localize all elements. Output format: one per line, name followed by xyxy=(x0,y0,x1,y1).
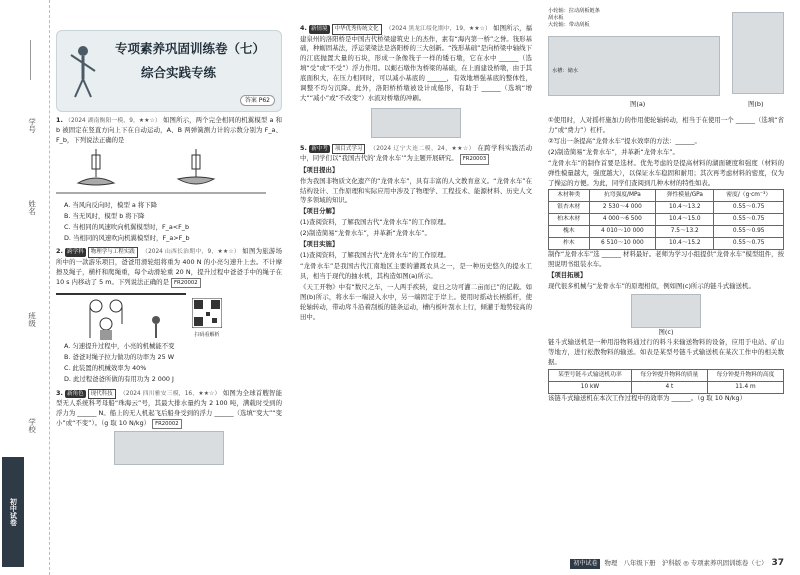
table-cell: 2 530～4 000 xyxy=(589,202,656,214)
section-text: (2)制造简易“龙骨水车”，并革新“龙骨水车”。 xyxy=(300,229,431,238)
question-number: 2. xyxy=(56,247,63,256)
tag-badge: 跨学科 xyxy=(67,249,84,256)
ship-photo xyxy=(114,431,224,465)
table-row xyxy=(549,202,784,214)
wood-table xyxy=(548,189,784,250)
waterwheel-figures xyxy=(548,8,784,116)
question-number: 1. xyxy=(56,116,63,124)
question-part: 该链斗式输送机在本次工作过程中的效率为 ______。（g 取 10 N/kg） xyxy=(548,393,746,402)
page-number: 37 xyxy=(771,558,784,569)
binding-line xyxy=(30,40,31,80)
resource-code: FR20003 xyxy=(460,154,490,164)
table-cell: 银杏木材 xyxy=(549,202,590,214)
table-header: 抗弯强度/MPa xyxy=(589,190,656,202)
section-heading: 【项目拓展】 xyxy=(548,271,587,280)
table-cell: 0.55～0.75 xyxy=(714,238,784,250)
table-cell: 槐木 xyxy=(549,226,590,238)
question-stem: 在跨学科实践活动中，同学们以“我国古代的‘龙骨水车’”为主题开展研究。 xyxy=(300,143,532,163)
page-footer xyxy=(570,557,784,571)
question-source: （2024 黑龙江绥化期中，19，★★☆） xyxy=(385,26,491,32)
question-stem: 如图为旅游场所中的一款游乐项目，爸爸用滑轮组将重为 400 N 的小亮匀速升上去。不计摩擦及绳子，横杆和爬绳重，每个动滑轮重 20 N，提升过程中爸爸手中的绳子在 10 s 内移动了 5 m。下列说法正确的是 xyxy=(56,247,282,286)
section-text: 《天工开物》中有“数尺之车，一人两手疾转，竟日之功可灌二亩而已”的记载。如图(b)所示，将水车一端浸入水中，另一端固定于岸上。使用时摇动长柄摇杆，使轮轴转动，带动戽斗沿着刮板的链条运动，槽内板叶刮水上行，倾灌于地势较高的田中。 xyxy=(300,282,532,321)
qr-label: 扫码看解析 xyxy=(194,332,220,339)
table-cell: 11.4 m xyxy=(707,381,783,393)
question-part: ②写出一条提高“龙骨水车”提水效率的方法：______。 xyxy=(548,136,701,145)
table-header: 密度/（g·cm⁻³） xyxy=(714,190,784,202)
table-header: 某型号链斗式输送机功率 xyxy=(549,369,632,381)
figure-b-caption: 图(b) xyxy=(748,100,764,108)
section-text: (1)查阅资料，了解我国古代“龙骨水车”的工作原理。 xyxy=(300,251,450,260)
table-cell: 4 t xyxy=(631,381,707,393)
table-cell: 7.5～13.2 xyxy=(656,226,714,238)
table-cell: 10.4～15.0 xyxy=(656,214,714,226)
fig-label: 小轮轴：拉动刮板链条 xyxy=(548,8,600,14)
question-number: 4. xyxy=(300,24,307,32)
footer-text: 物理 八年级下册 沪科版 ◎ 专项素养巩固训练卷（七） xyxy=(604,559,768,568)
question-2 xyxy=(56,247,282,384)
resource-code: FR20002 xyxy=(171,278,201,288)
table-header: 弹性模量/GPa xyxy=(656,190,714,202)
table-cell: 柞木 xyxy=(549,238,590,250)
section-text: 链斗式输送机是一种用沿物料通过行的料斗来输送物料的设备，应用于电站、矿山等地方，进行松散物料的输送。如表是某型号链斗式输送机在某次工作中的相关数据。 xyxy=(548,337,784,366)
question-source: （2024 四川雅安三模，16，★★☆） xyxy=(119,390,221,397)
column-2 xyxy=(300,8,532,324)
section-heading: 【项目提出】 xyxy=(300,165,339,174)
figure-c-photo xyxy=(631,294,701,328)
brand-strip: 初中试卷 xyxy=(2,457,24,567)
section-heading: 【项目分解】 xyxy=(300,207,339,216)
question-number: 3. xyxy=(56,388,63,397)
option-c[interactable]: C. 此装置的机械效率为 40% xyxy=(64,363,147,372)
option-c[interactable]: C. 当相同的风速吹向机翼模型时，F_a<F_b xyxy=(64,222,190,231)
resource-code: FR20002 xyxy=(152,419,182,429)
table-header: 木材种类 xyxy=(549,190,590,202)
tag-badge: 新中考 xyxy=(311,145,328,152)
table-cell: 10.4～15.2 xyxy=(656,238,714,250)
option-d[interactable]: D. 当相同的风速吹向机翼模型时，F_a>F_b xyxy=(64,233,190,242)
figure-b-photo xyxy=(732,12,784,94)
answer-reference: 答案 P62 xyxy=(240,95,275,106)
tag-badge: 新情境 xyxy=(311,26,328,32)
option-d[interactable]: D. 此过程爸爸所做的有用功为 2 000 J xyxy=(64,374,174,383)
table-cell: 4 000～6 500 xyxy=(589,214,656,226)
figure-c-caption: 图(c) xyxy=(658,328,674,337)
question-4 xyxy=(300,24,532,138)
column-1 xyxy=(56,8,282,465)
question-stem: 如图为全球首艘智能型无人系统科考母船“珠海云”号，其最大排水量约为 2 100 吨，满载时受到的浮力为 ______ N。船上的无人机起飞后船身受到的浮力 ______（选填“变大”“变小”或“不变”）。（g 取 10 N/kg） xyxy=(56,388,282,428)
binding-label-school: 学号 xyxy=(27,118,37,133)
bridge-photo xyxy=(371,108,461,138)
table-cell: 6 510～10 000 xyxy=(589,238,656,250)
climber-illustration-icon xyxy=(63,41,103,103)
page-title: 专项素养巩固训练卷（七） xyxy=(115,41,266,56)
question-source: （2024 山西长治期中，9，★★☆） xyxy=(142,249,240,256)
binding-label-school2: 学校 xyxy=(27,418,37,433)
tag-badge: 新角色 xyxy=(67,390,84,397)
figure-a-caption: 图(a) xyxy=(630,100,646,108)
question-5 xyxy=(300,144,532,323)
table-cell: 0.55～0.75 xyxy=(714,202,784,214)
title-banner xyxy=(56,30,282,112)
conveyor-table xyxy=(548,369,784,394)
table-row xyxy=(549,214,784,226)
tag-category: 项目式学习 xyxy=(332,144,366,155)
fig-label: 大轮轴：带动刮板 xyxy=(548,21,590,28)
table-row xyxy=(549,381,784,393)
table-cell: 10.4～13.2 xyxy=(656,202,714,214)
pulley-diagram xyxy=(56,290,186,340)
tag-category: 现代科技 xyxy=(88,389,116,400)
table-cell: 柏木木材 xyxy=(549,214,590,226)
fig-label: 刮水板 xyxy=(548,14,564,21)
section-text: 现代很多机械与“龙骨水车”的原理相似，例如图(c)所示的链斗式输送机。 xyxy=(548,282,755,291)
table-row xyxy=(549,226,784,238)
option-a[interactable]: A. 匀速提升过程中，小亮的机械能不变 xyxy=(64,342,175,350)
question-3 xyxy=(56,389,282,466)
table-cell: 10 kW xyxy=(549,381,632,393)
section-heading: 【项目实施】 xyxy=(300,240,339,249)
table-row xyxy=(549,238,784,250)
section-text: (2)制造简易“龙骨水车”，并革新“龙骨水车”。 xyxy=(548,147,679,156)
table-cell: 4 010～10 000 xyxy=(589,226,656,238)
section-text: 作为我国非物质文化遗产的“龙骨水车”，具有丰富的人文教育意义。“龙骨水车”在结构设计、工作原理和实际应用中涉及了物理学、工程技术、能源材料、历史人文等多领域的知识。 xyxy=(300,176,532,205)
wing-model-diagram xyxy=(56,147,266,197)
section-text: “龙骨水车”是我国古代江南地区主要的灌溉农具之一，是一种历史悠久的提水工具，相当于现代的抽水机，其构造如图(a)所示。 xyxy=(300,261,532,280)
option-b[interactable]: B. 爸爸对绳子拉力做功的功率为 25 W xyxy=(64,352,175,361)
question-source: （2024 湖南衡阳一模，9，★★☆） xyxy=(65,118,161,124)
footer-badge: 初中试卷 xyxy=(570,559,600,568)
table-cell: 0.55～0.95 xyxy=(714,226,784,238)
tag-category: 中华优秀传统文化 xyxy=(332,24,382,35)
tag-category: 物理学与工程实践 xyxy=(88,247,138,258)
binding-margin xyxy=(0,0,50,575)
table-cell: 0.55～0.75 xyxy=(714,214,784,226)
option-b[interactable]: B. 当无风时，模型 b 将下降 xyxy=(64,211,145,220)
section-text: “龙骨水车”的制作首要是选材。优先考虑的是提高材料的湖面硬度和强度（材料的弹性模量越大，强度越大），以保证水车稳固和耐用；其次再考虑材料的密度，仅为了操运的方便。为此，同学们查阅到几种木材的特性如表。 xyxy=(548,158,784,187)
figure-a-labels-low xyxy=(552,68,578,75)
figure-a-labels xyxy=(548,8,688,28)
question-stem: 如图所示，两个完全相同的机翼模型 a 和 b 被固定在竖直方向上下在自动运动，A、B 两弹簧测力计的示数分别为 F_a、F_b，下列说法正确的是 xyxy=(56,116,282,144)
fig-label: 水槽：储水 xyxy=(552,68,578,74)
page-subtitle: 综合实践专练 xyxy=(141,65,217,80)
question-source: （2024 辽宁大连二模，24，★★☆） xyxy=(369,145,475,152)
question-part: 制作“龙骨水车”选 ______ 材料最好。老师为学习小组提供“龙骨水车”模型组件，按照说明书组装水车。 xyxy=(548,250,784,269)
column-3 xyxy=(548,8,784,405)
table-header: 每分钟提升物料的质量 xyxy=(631,369,707,381)
question-part: ①使用时，人对摇杆施加力的作用使轮轴转动，相当于在使用一个 ______（选填“省力”或“费力”）杠杆。 xyxy=(548,116,784,134)
question-number: 5. xyxy=(300,143,307,152)
qr-code-icon[interactable] xyxy=(192,298,222,328)
option-a[interactable]: A. 当风向反向时，模型 a 将下降 xyxy=(64,200,157,209)
question-1 xyxy=(56,116,282,243)
binding-label-name: 姓名 xyxy=(27,200,37,215)
figure-a-diagram xyxy=(548,36,720,96)
question-stem: 如图所示，福建泉州的洛阳桥是中国古代桥梁建筑史上的杰作，素有“海内第一桥”之誉。筏形基础，种蛎固基法，浮运架梁法是洛阳桥的三大创新。“筏形基础”是向桥梁中轴线下的江底抛置大量的石块，形成一条像筏子一样的矮石墩，它在水中 ______（选填“受”或“不受”）浮力作用。以蛎石墩作为桥梁的基础，在上面建设桥墩，由于其底面积大，在压力相同时，可以减小基底的 ______，有效地增强基底的整体性，调整不均匀沉降。此外，洛阳桥桥墩被设计成船形，有助于 ______（选填“增大”“减小”或“不改变”）水流对桥墩的冲刷。 xyxy=(300,24,532,103)
table-header: 每分钟提升物料的高度 xyxy=(707,369,783,381)
section-text: (1)查阅资料，了解我国古代“龙骨水车”的工作原理。 xyxy=(300,218,450,227)
binding-label-class: 班级 xyxy=(27,312,37,327)
